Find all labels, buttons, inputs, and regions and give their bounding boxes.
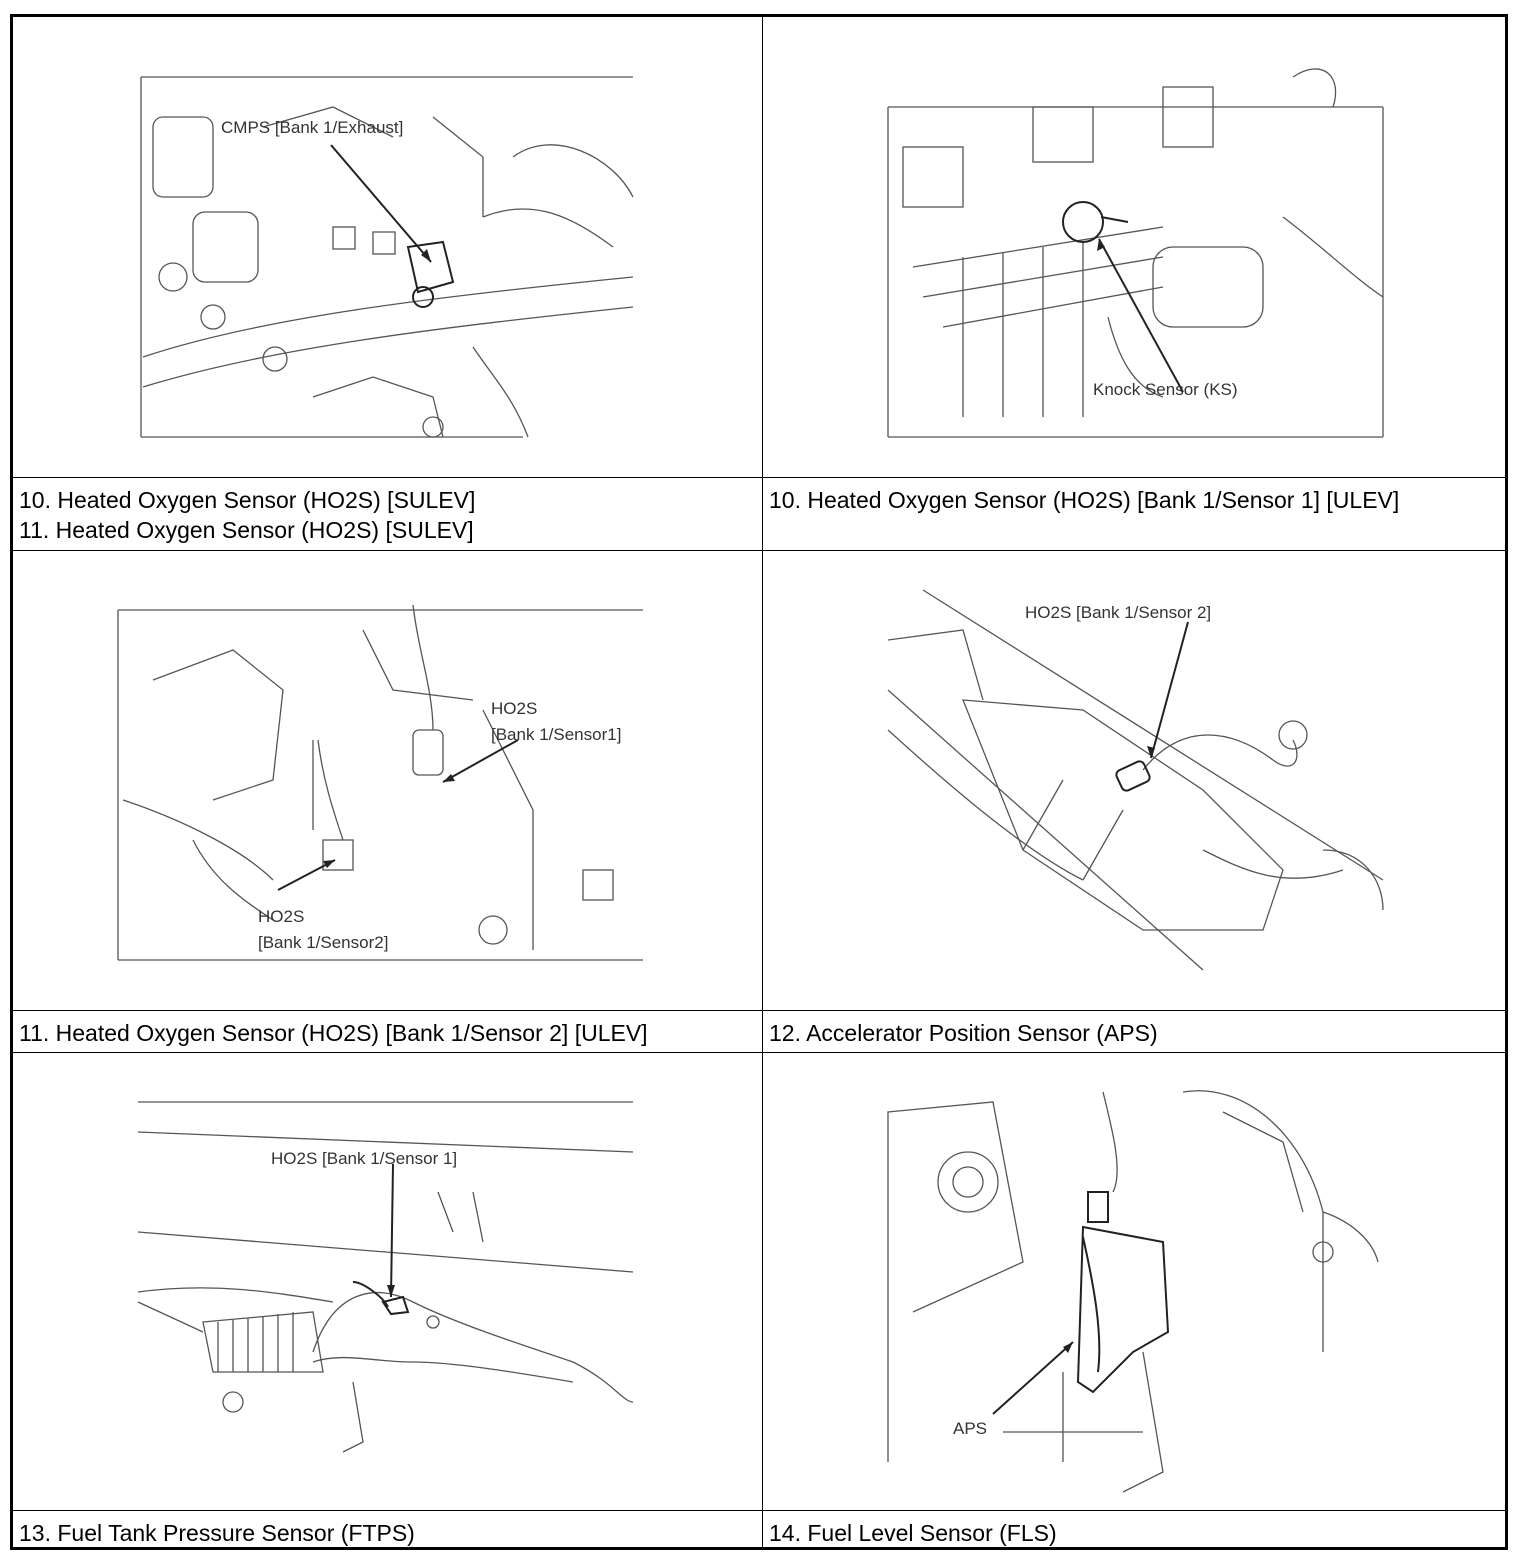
caption-row1-left — [13, 477, 763, 550]
ho2s-bank1-sensor2-illustration — [763, 550, 1505, 1010]
caption-fls: 14. Fuel Level Sensor (FLS) — [769, 1520, 1057, 1546]
caption-ftps: 13. Fuel Tank Pressure Sensor (FTPS) — [19, 1520, 415, 1546]
aps-illustration — [763, 1052, 1505, 1510]
figure-ftps — [13, 1052, 763, 1510]
caption-hos2-sulev-10: 10. Heated Oxygen Sensor (HO2S) [SULEV] — [19, 487, 476, 513]
row-1-captions — [13, 477, 1505, 551]
cmps-label: CMPS [Bank 1/Exhaust] — [221, 118, 404, 137]
caption-ho2s-bank1-sensor1-ulev: 10. Heated Oxygen Sensor (HO2S) [Bank 1/Sensor 1] [ULEV] — [769, 487, 1400, 513]
caption-row2-left — [13, 1010, 763, 1052]
ho2s-sensor1-label-bottom: [Bank 1/Sensor1] — [491, 725, 622, 744]
knock-sensor-label: Knock Sensor (KS) — [1093, 380, 1238, 399]
figure-ho2s-sensors — [13, 550, 763, 1010]
figure-aps — [763, 1052, 1505, 1510]
ho2s-sensor2-label-bottom: [Bank 1/Sensor2] — [258, 933, 389, 952]
ho2s-sensors-illustration — [13, 550, 763, 1010]
knock-sensor-illustration — [763, 17, 1505, 477]
aps-label: APS — [953, 1419, 988, 1438]
row-1-images — [13, 17, 1505, 478]
caption-ho2s-bank1-sensor2-ulev: 11. Heated Oxygen Sensor (HO2S) [Bank 1/Sensor 2] [ULEV] — [19, 1020, 648, 1046]
document-sheet — [10, 14, 1508, 1550]
caption-hos2-sulev-11: 11. Heated Oxygen Sensor (HO2S) [SULEV] — [19, 517, 474, 543]
caption-row1-right — [763, 477, 1505, 550]
figure-ho2s-bank1-sensor2 — [763, 550, 1505, 1010]
cmps-illustration — [13, 17, 763, 477]
ho2s-bank1-sensor2-label: HO2S [Bank 1/Sensor 2] — [1025, 603, 1212, 622]
figure-knock-sensor — [763, 17, 1505, 477]
row-3-images — [13, 1052, 1505, 1511]
ho2s-sensor2-label-top: HO2S — [258, 907, 305, 926]
ho2s-bank1-sensor1-label: HO2S [Bank 1/Sensor 1] — [271, 1149, 458, 1168]
caption-row2-right — [763, 1010, 1505, 1052]
caption-row3-right — [763, 1510, 1505, 1550]
row-3-captions — [13, 1510, 1505, 1550]
row-2-images — [13, 550, 1505, 1011]
figure-cmps — [13, 17, 763, 477]
caption-aps: 12. Accelerator Position Sensor (APS) — [769, 1020, 1158, 1046]
ho2s-sensor1-label-top: HO2S — [491, 699, 538, 718]
row-2-captions — [13, 1010, 1505, 1053]
ftps-illustration — [13, 1052, 763, 1510]
caption-row3-left — [13, 1510, 763, 1550]
